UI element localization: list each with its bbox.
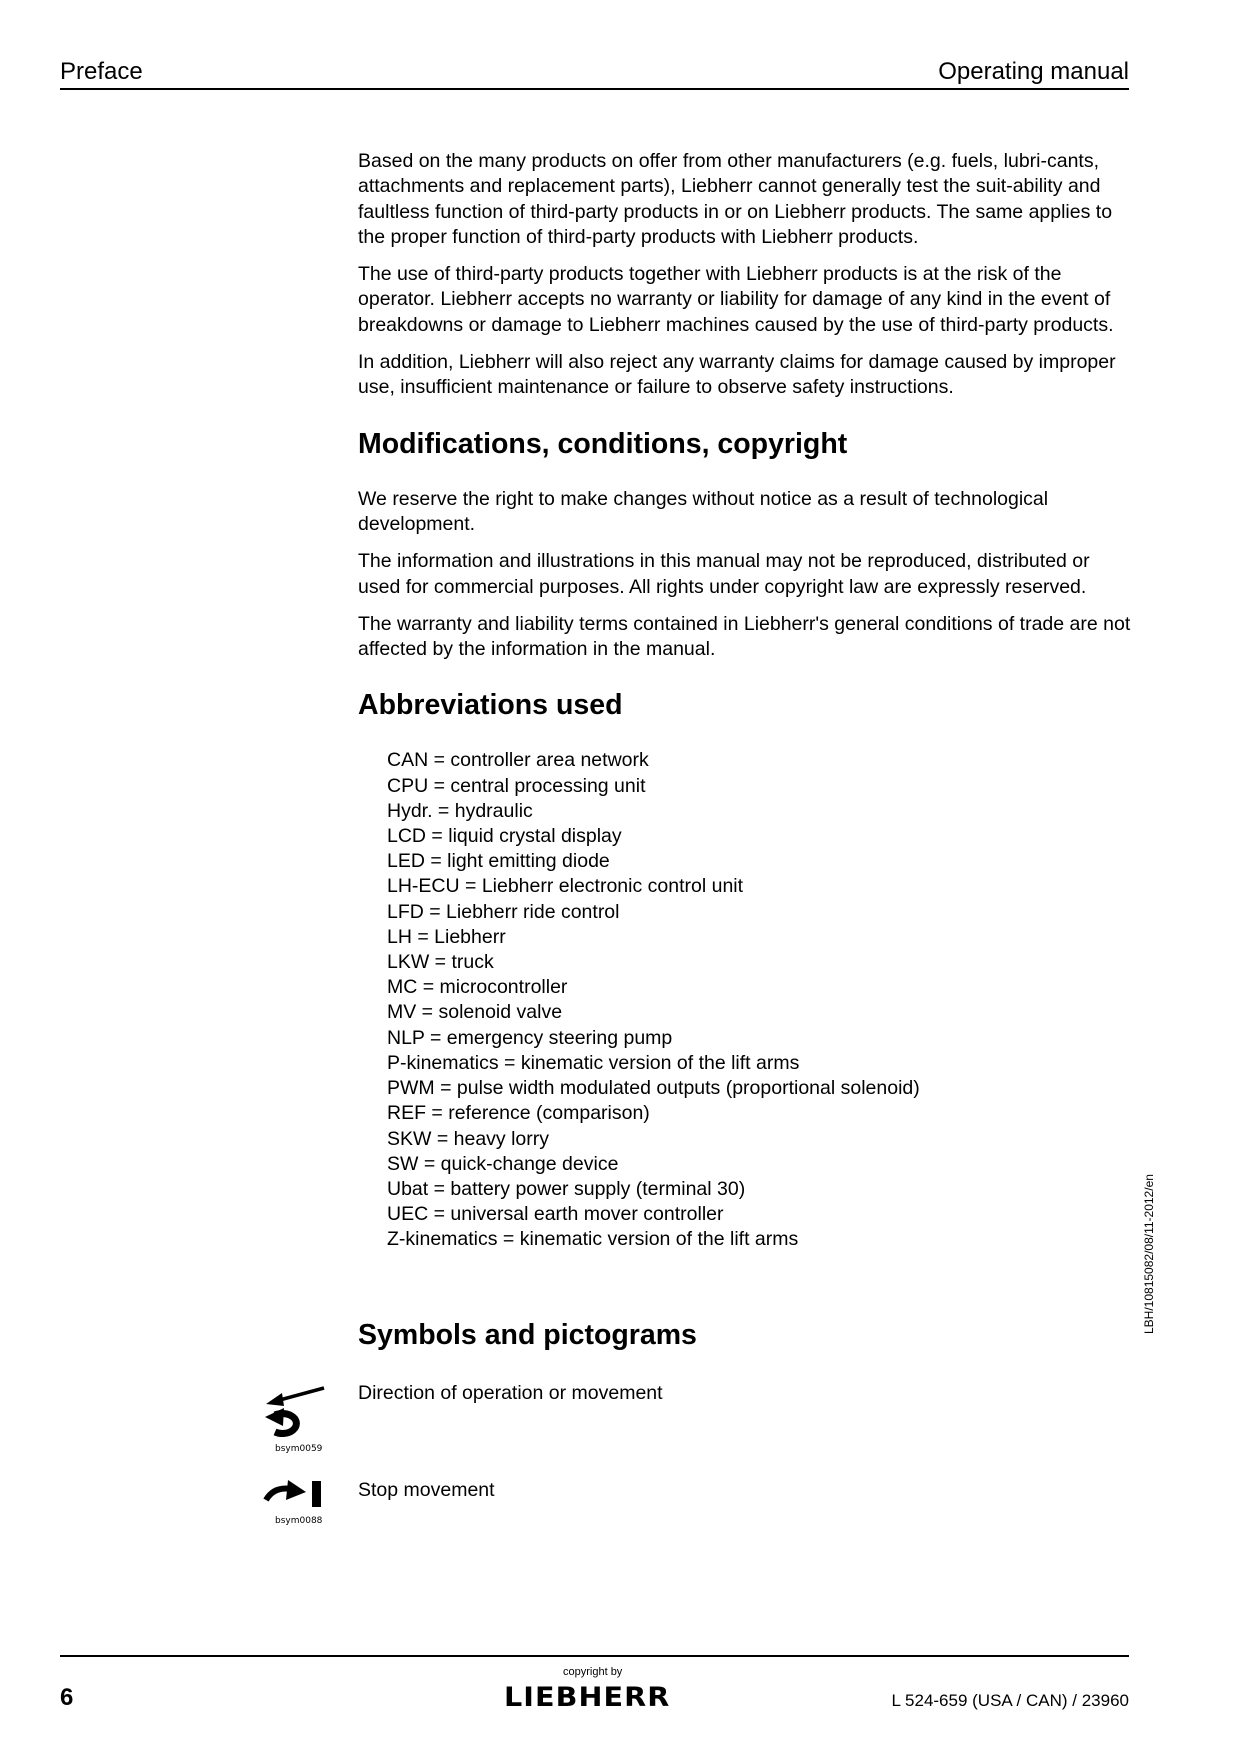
abbreviation-item: Z-kinematics = kinematic version of the lift arms [387,1228,799,1251]
abbreviations-list [387,748,1133,1252]
page-number: 6 [60,1684,74,1711]
symbol-description: Direction of operation or movement [358,1382,663,1404]
abbreviation-item: Ubat = battery power supply (terminal 30) [387,1177,746,1200]
abbreviation-item: LFD = Liebherr ride control [387,900,620,923]
abbreviation-item: LCD = liquid crystal display [387,825,622,848]
intro-paragraph: The use of third-party products together with Liebherr products is at the risk of the operator. Liebherr accepts no warranty or liability for damage of any kind in the event of breakdowns or damage to Liebherr machines caused by the use of third-party products. [358,263,1114,336]
abbreviation-item: LH-ECU = Liebherr electronic control unit [387,875,744,898]
modifications-paragraph: The information and illustrations in this manual may not be reproduced, distributed or used for commercial purposes. All rights under copyright law are expressly reserved. [358,550,1090,598]
abbreviation-item: MC = microcontroller [387,976,568,999]
abbreviation-item: LKW = truck [387,951,494,974]
abbreviation-item: REF = reference (comparison) [387,1102,650,1125]
header-section-title: Preface [60,58,143,85]
symbol-description: Stop movement [358,1479,495,1501]
abbreviation-item: SKW = heavy lorry [387,1127,550,1150]
abbreviation-item: PWM = pulse width modulated outputs (proportional solenoid) [387,1077,920,1100]
abbreviation-item: UEC = universal earth mover controller [387,1203,724,1226]
stop-movement-icon [262,1478,328,1517]
abbreviation-item: NLP = emergency steering pump [387,1026,673,1049]
abbreviation-item: P-kinematics = kinematic version of the lift arms [387,1051,800,1074]
intro-paragraph: Based on the many products on offer from other manufacturers (e.g. fuels, lubri-cants, attachments and replacement parts), Liebherr cannot generally test the suit-ability and faultless function of third-party products in or on Liebherr products. The same applies to the proper function of third-party products with Liebherr products. [358,150,1113,248]
liebherr-logo: LIEBHERR [504,1682,671,1713]
abbreviations-heading: Abbreviations used [358,689,623,722]
header-manual-title: Operating manual [938,58,1129,85]
direction-of-movement-icon [262,1384,328,1451]
abbreviation-item: MV = solenoid valve [387,1001,563,1024]
symbol-code: bsym0088 [275,1516,323,1526]
modifications-paragraph: We reserve the right to make changes without notice as a result of technological development. [358,487,1049,535]
main-content [358,149,1133,1253]
intro-paragraph: In addition, Liebherr will also reject any warranty claims for damage caused by improper use, insufficient maintenance or failure to observe safety instructions. [358,351,1116,399]
header-rule [60,88,1129,90]
abbreviation-item: CPU = central processing unit [387,774,646,797]
abbreviation-item: Hydr. = hydraulic [387,799,533,822]
abbreviation-item: LED = light emitting diode [387,850,610,873]
modifications-paragraph: The warranty and liability terms contained in Liebherr's general conditions of trade are not affected by the information in the manual. [358,612,1131,661]
abbreviation-item: CAN = controller area network [387,749,649,772]
abbreviation-item: SW = quick-change device [387,1152,619,1175]
symbol-code: bsym0059 [275,1444,323,1454]
modifications-heading: Modifications, conditions, copyright [358,427,848,460]
footer-rule [60,1655,1129,1657]
document-reference-vertical: LBH/10815082/08/11-2012/en [1142,1174,1156,1334]
symbols-heading: Symbols and pictograms [358,1319,697,1351]
copyright-label: copyright by [563,1666,623,1678]
abbreviation-item: LH = Liebherr [387,925,506,948]
document-id: L 524-659 (USA / CAN) / 23960 [891,1691,1129,1710]
